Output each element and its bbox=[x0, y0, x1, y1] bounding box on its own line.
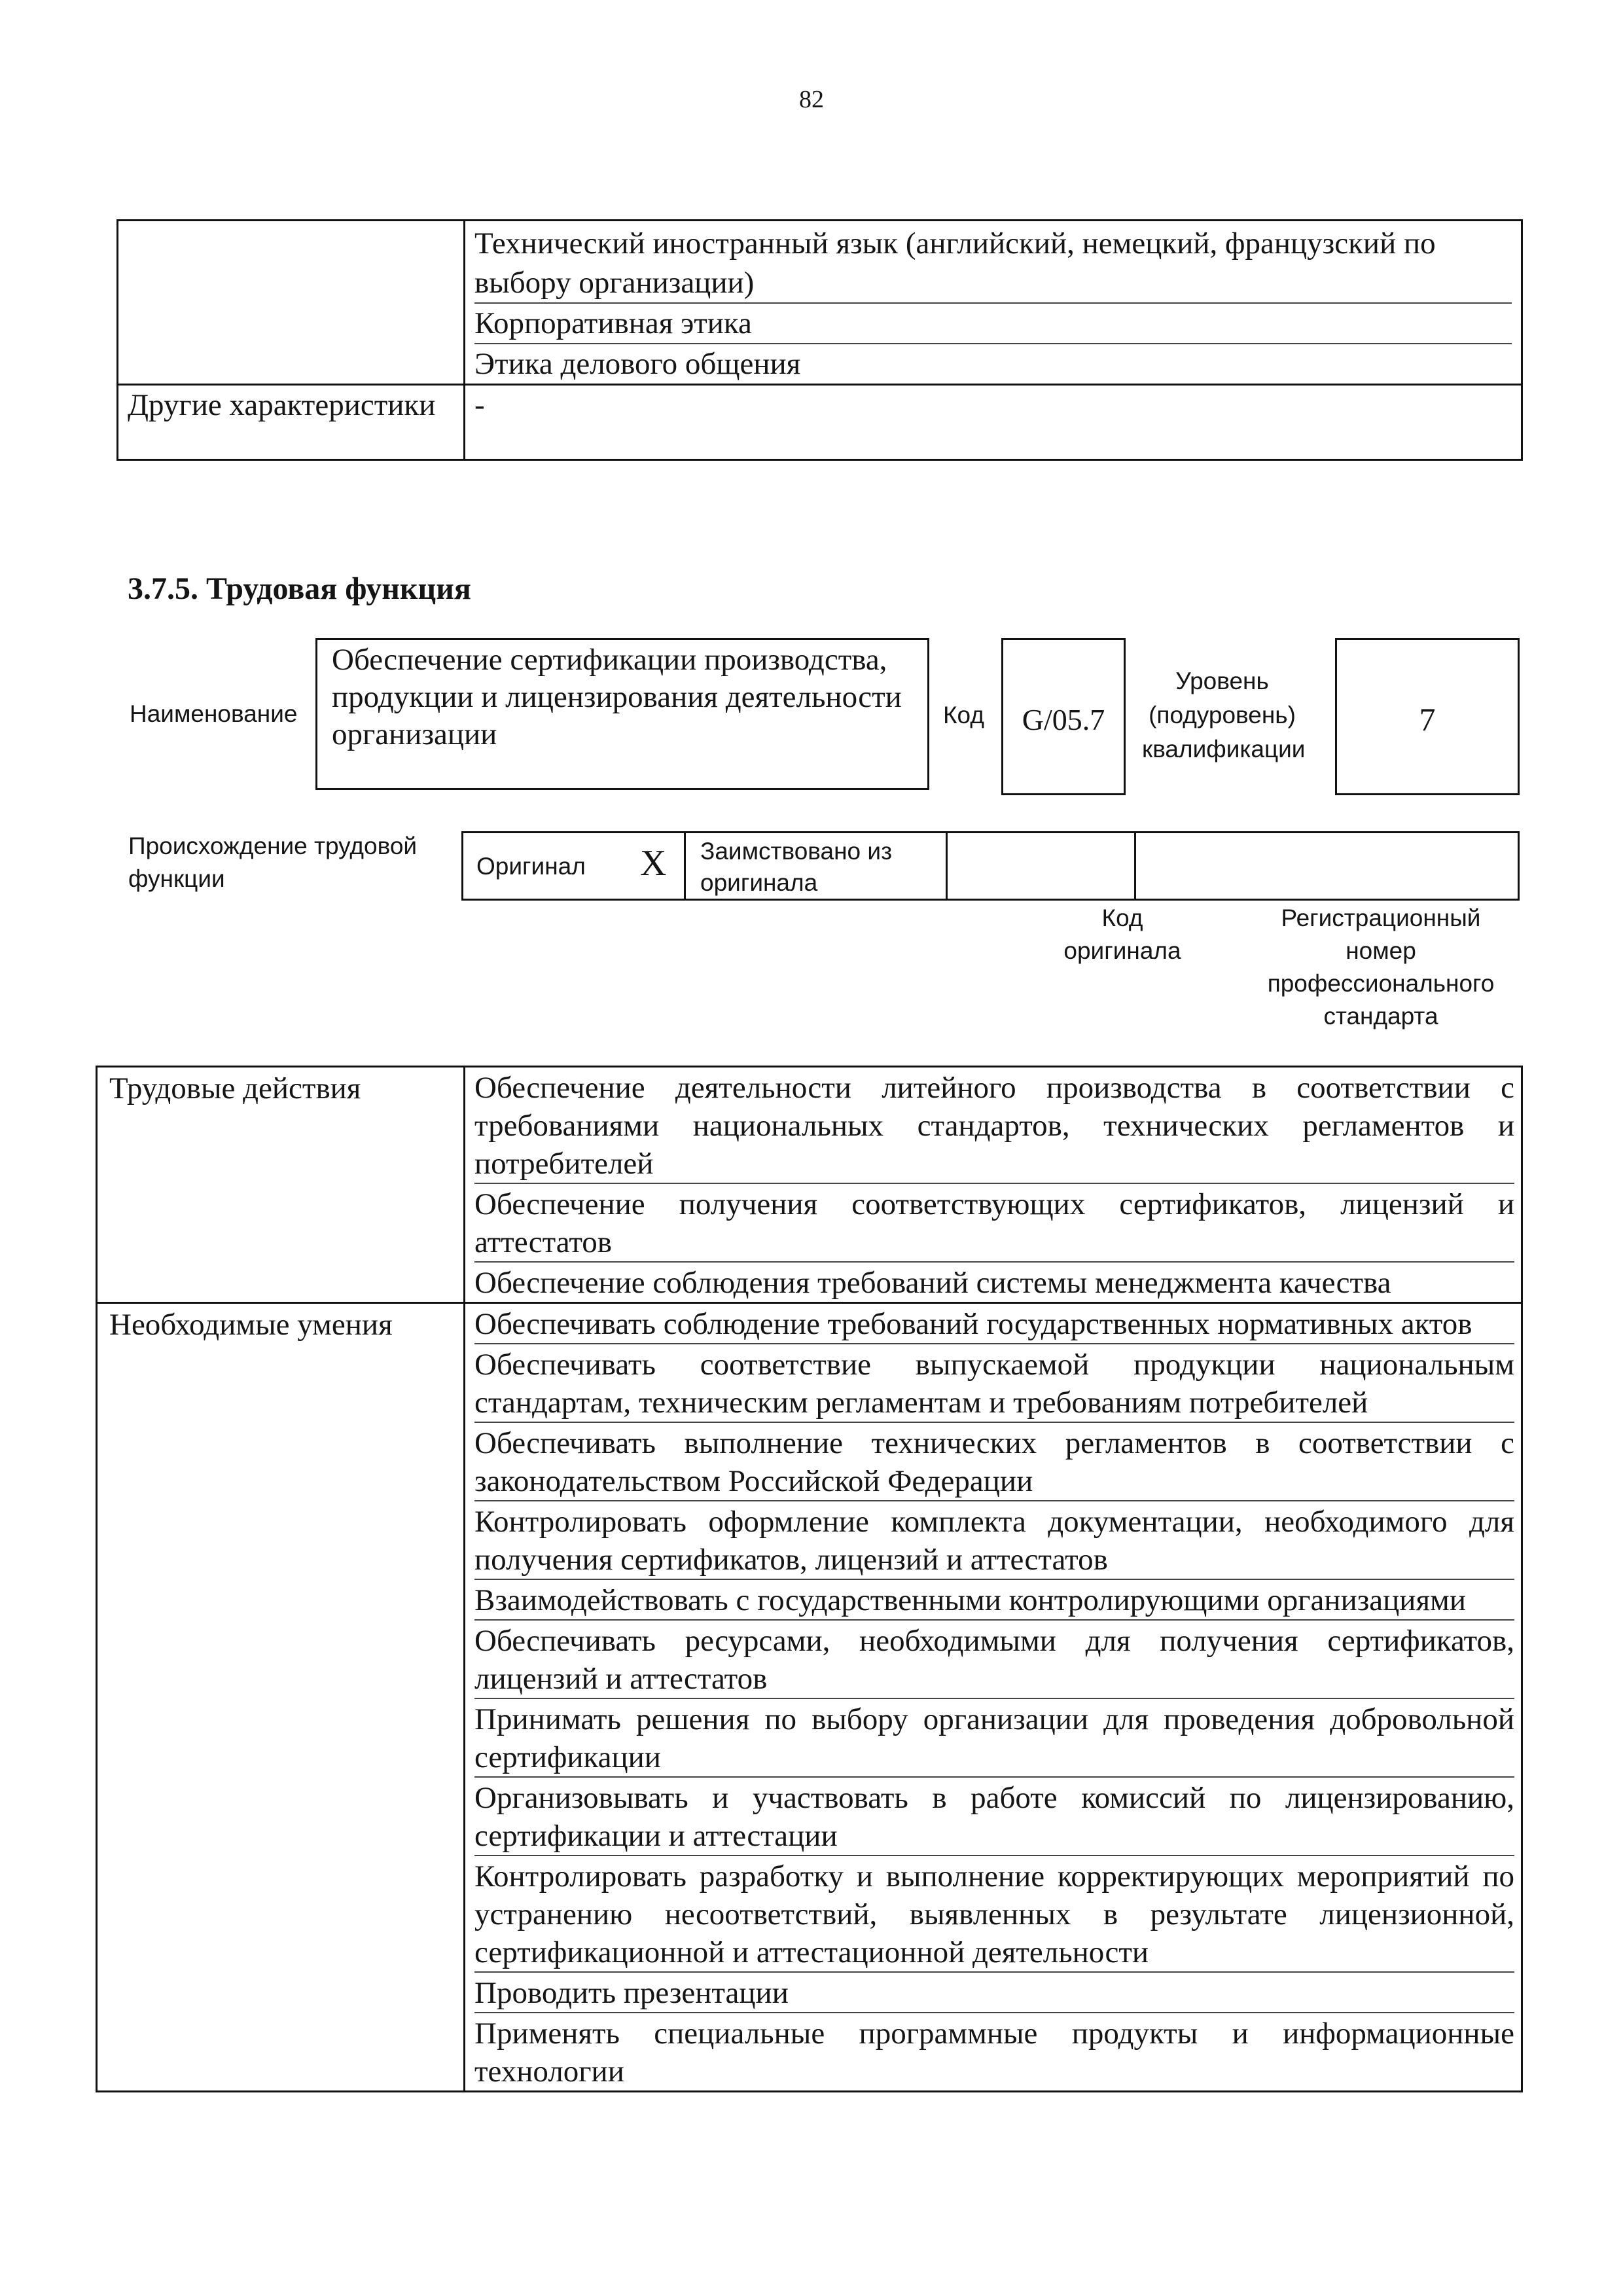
actions-list bbox=[465, 1067, 1522, 1303]
list-item: Обеспечивать соблюдение требований государственных нормативных актов bbox=[474, 1304, 1514, 1344]
list-item: Обеспечивать соответствие выпускаемой продукции национальным стандартам, техническим регламентам и требованиям потребителей bbox=[474, 1344, 1514, 1423]
section-title: 3.7.5. Трудовая функция bbox=[128, 571, 471, 606]
actions-label: Трудовые действия bbox=[97, 1067, 465, 1303]
code-value: G/05.7 bbox=[1022, 703, 1105, 736]
original-cell bbox=[461, 833, 684, 899]
list-item: Контролировать разработку и выполнение корректирующих мероприятий по устранению несоответствий, выявленных в результате лицензионной, сертификационной и аттестационной деятельности bbox=[474, 1856, 1514, 1973]
list-item: Применять специальные программные продукты и информационные технологии bbox=[474, 2017, 1514, 2089]
name-label: Наименование bbox=[130, 700, 298, 727]
row-items bbox=[465, 221, 1522, 385]
level-label: Уровень (подуровень) квалификации bbox=[1142, 668, 1306, 762]
row-label-other: Другие характеристики bbox=[118, 385, 465, 460]
list-item: Контролировать оформление комплекта документации, необходимого для получения сертификатов, лицензий и аттестатов bbox=[474, 1501, 1514, 1580]
list-item: Обеспечение деятельности литейного производства в соответствии с требованиями национальных стандартов, технических регламентов и потребителей bbox=[474, 1067, 1514, 1184]
continuation-table bbox=[116, 219, 1523, 461]
registration-number-caption: Регистрационный номер профессионального стандарта bbox=[1267, 905, 1495, 1030]
row-label-empty bbox=[118, 221, 465, 385]
level-box bbox=[1335, 638, 1520, 795]
table-row bbox=[118, 221, 1522, 385]
list-item: Взаимодействовать с государственными контролирующими организациями bbox=[474, 1580, 1514, 1621]
skills-label: Необходимые умения bbox=[97, 1303, 465, 2092]
borrowed-label: Заимствовано из оригинала bbox=[700, 838, 893, 896]
table-row bbox=[97, 1303, 1522, 2092]
list-item: Обеспечивать выполнение технических регламентов в соответствии с законодательством Российской Федерации bbox=[474, 1423, 1514, 1501]
code-box bbox=[1001, 638, 1126, 795]
registration-number-cell bbox=[1134, 833, 1518, 899]
original-code-caption: Код оригинала bbox=[1063, 905, 1181, 964]
function-name-value: Обеспечение сертификации производства, продукции и лицензирования деятельности организации bbox=[332, 643, 902, 751]
list-item: Принимать решения по выбору организации для проведения добровольной сертификации bbox=[474, 1699, 1514, 1778]
list-item: Обеспечивать ресурсами, необходимыми для получения сертификатов, лицензий и аттестатов bbox=[474, 1621, 1514, 1699]
table-row bbox=[97, 1067, 1522, 1303]
origin-row bbox=[461, 831, 1520, 901]
level-value: 7 bbox=[1419, 701, 1436, 738]
skills-list bbox=[465, 1303, 1522, 2092]
function-details-table bbox=[96, 1066, 1523, 2092]
list-item: Технический иностранный язык (английский, немецкий, французский по выбору организации) bbox=[474, 224, 1512, 304]
function-name-box bbox=[315, 638, 929, 790]
code-label: Код bbox=[943, 702, 984, 728]
list-item: Обеспечение соблюдения требований системы менеджмента качества bbox=[474, 1266, 1391, 1300]
row-value-dash: - bbox=[465, 385, 1522, 460]
list-item: Проводить презентации bbox=[474, 1973, 1514, 2013]
table-row bbox=[118, 385, 1522, 460]
original-label: Оригинал bbox=[476, 853, 586, 880]
original-mark: X bbox=[640, 843, 667, 884]
list-item: Организовывать и участвовать в работе комиссий по лицензированию, сертификации и аттестации bbox=[474, 1778, 1514, 1856]
page-number: 82 bbox=[799, 86, 824, 113]
list-item: Этика делового общения bbox=[474, 347, 801, 381]
original-code-cell bbox=[946, 833, 1134, 899]
borrowed-cell bbox=[684, 833, 946, 899]
list-item: Обеспечение получения соответствующих сертификатов, лицензий и аттестатов bbox=[474, 1184, 1514, 1263]
list-item: Корпоративная этика bbox=[474, 304, 1512, 344]
origin-label: Происхождение трудовой функции bbox=[128, 833, 418, 892]
